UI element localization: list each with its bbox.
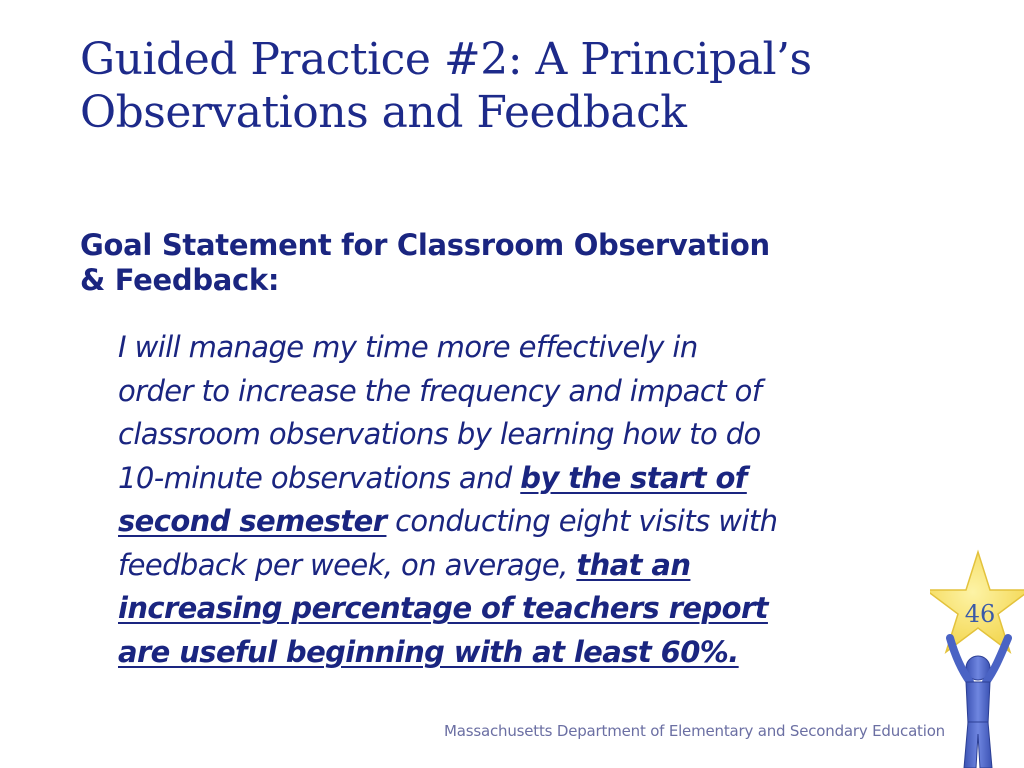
slide-title-line-2: Observations and Feedback — [80, 86, 687, 138]
goal-heading — [80, 228, 960, 298]
page-number: 46 — [964, 600, 996, 628]
goal-line-6-emphasis: that an — [576, 547, 691, 582]
goal-line-4 — [118, 457, 968, 501]
goal-line-6 — [118, 544, 968, 588]
goal-line-2: order to increase the frequency and impact of — [118, 373, 762, 408]
goal-line-7-emphasis: increasing percentage of teachers report — [118, 591, 768, 625]
slide-title-line-1: Guided Practice #2: A Principal’s — [80, 34, 812, 85]
goal-line-8-emphasis: are useful beginning with at least 60%. — [118, 634, 739, 669]
goal-line-1: I will manage my time more effectively in — [118, 330, 698, 364]
goal-line-5-text: conducting eight visits with — [386, 504, 778, 538]
slide-title — [80, 34, 980, 140]
figure-legs — [964, 722, 992, 768]
goal-line-7 — [118, 587, 968, 631]
footer-organization: Massachusetts Department of Elementary and Secondary Education — [444, 722, 945, 740]
goal-statement — [118, 326, 968, 674]
star-person-icon — [930, 548, 1024, 768]
goal-line-5-emphasis: second semester — [118, 504, 387, 538]
figure-left-arm — [950, 638, 970, 682]
goal-heading-line-1: Goal Statement for Classroom Observation — [80, 228, 770, 262]
goal-line-6-text: feedback per week, on average, — [118, 547, 577, 582]
goal-line-4-text: 10-minute observations and — [118, 460, 521, 495]
figure-right-arm — [986, 638, 1008, 682]
goal-line-3: classroom observations by learning how to do — [118, 417, 761, 451]
figure-body — [966, 682, 990, 724]
goal-line-4-emphasis: by the start of — [520, 460, 747, 495]
goal-heading-line-2: & Feedback: — [80, 262, 280, 297]
goal-line-8 — [118, 631, 968, 675]
goal-line-5 — [118, 500, 968, 544]
